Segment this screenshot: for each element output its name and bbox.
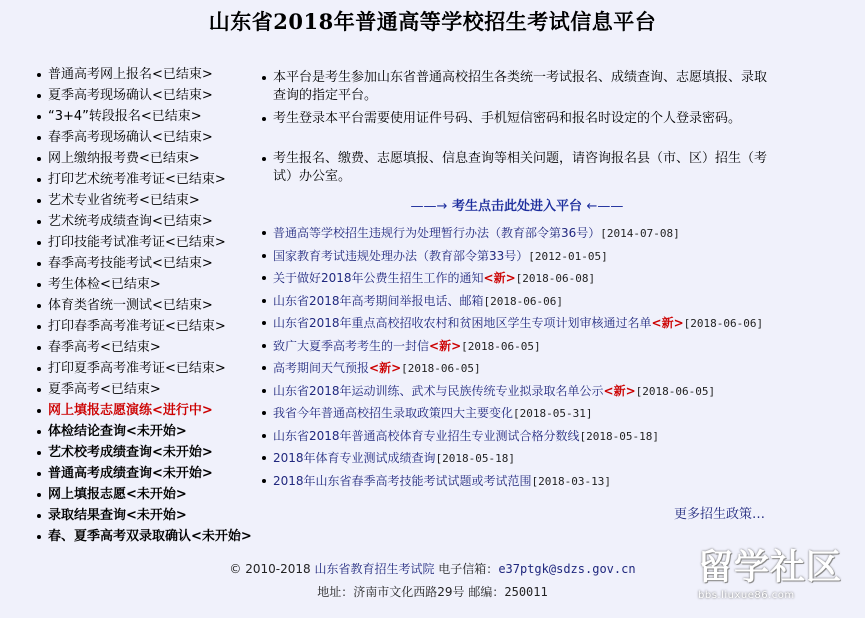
bullet-icon (37, 451, 41, 455)
more-policies-link[interactable]: 更多招生政策… (674, 507, 766, 522)
bullet-icon (262, 479, 266, 483)
news-item[interactable] (262, 291, 772, 312)
bullet-icon (37, 535, 41, 539)
news-item[interactable] (262, 426, 772, 447)
sidebar-item-label: 考生体检<已结束> (48, 277, 161, 292)
news-title: 普通高等学校招生违规行为处理暂行办法（教育部令第36号） (273, 226, 601, 240)
news-date: [2018-05-31] (513, 407, 593, 420)
news-date: [2012-01-05] (528, 249, 608, 263)
bullet-icon (37, 94, 41, 98)
sidebar-item-label: 普通高考网上报名<已结束> (48, 67, 213, 82)
bullet-icon (262, 434, 266, 438)
news-title: 高考期间天气预报 (273, 361, 370, 375)
new-badge: <新> (603, 383, 636, 398)
sidebar-item[interactable] (34, 169, 259, 190)
notice-text: 考生报名、缴费、志愿填报、信息查询等相关问题，请咨询报名县（市、区）招生（考试）办公室。 (273, 151, 768, 184)
email-link[interactable]: e37ptgk@sdzs.gov.cn (498, 562, 636, 576)
sidebar-item-label: 网上填报志愿演练<进行中> (48, 403, 213, 418)
sidebar-item-label: 打印艺术统考准考证<已结束> (48, 172, 226, 187)
enter-platform-label: 考生点击此处进入平台 (451, 199, 582, 214)
bullet-icon (262, 389, 266, 393)
news-date: [2018-05-18] (579, 429, 660, 443)
bullet-icon (262, 157, 266, 161)
sidebar-item-label: 网上缴纳报考费<已结束> (48, 151, 200, 166)
sidebar-item[interactable] (34, 337, 259, 358)
email-label: 电子信箱： (438, 562, 499, 576)
bullet-icon (37, 136, 41, 140)
news-date: [2018-06-06] (483, 294, 564, 308)
bullet-icon (37, 472, 41, 476)
news-title: 山东省2018年高考期间举报电话、邮箱 (273, 293, 484, 308)
sidebar-item-label: 艺术校考成绩查询<未开始> (48, 445, 213, 460)
notice-text: 本平台是考生参加山东省普通高校招生各类统一考试报名、成绩查询、志愿填报、录取查询的指定平台。 (273, 70, 768, 103)
bullet-icon (37, 115, 41, 119)
news-item[interactable] (262, 403, 772, 424)
bullet-icon (37, 283, 41, 287)
bullet-icon (262, 344, 266, 348)
new-badge: <新> (429, 338, 462, 353)
sidebar-item-label: 春季高考<已结束> (48, 340, 161, 355)
bullet-icon (37, 388, 41, 392)
bullet-icon (262, 276, 266, 280)
bullet-icon (37, 220, 41, 224)
postcode-value: 250011 (504, 585, 548, 599)
sidebar-item-label: 普通高考成绩查询<未开始> (48, 466, 213, 481)
bullet-icon (262, 456, 266, 460)
bullet-icon (262, 254, 266, 258)
sidebar-item[interactable] (34, 379, 259, 400)
news-title: 国家教育考试违规处理办法（教育部令第33号） (273, 248, 529, 263)
news-item[interactable] (262, 448, 772, 469)
new-badge: <新> (369, 361, 402, 375)
sidebar-item[interactable] (34, 463, 259, 484)
bullet-icon (37, 241, 41, 245)
news-item[interactable] (262, 223, 772, 244)
news-item[interactable] (262, 268, 772, 289)
news-title: 我省今年普通高校招生录取政策四大主要变化 (273, 406, 514, 420)
news-title: 致广大夏季高考考生的一封信 (273, 338, 430, 353)
bullet-icon (262, 117, 266, 121)
sidebar-item[interactable] (34, 127, 259, 148)
arrow-left-icon: ←—— (586, 199, 624, 214)
news-date: [2018-03-13] (531, 474, 612, 488)
bullet-icon (37, 430, 41, 434)
sidebar-item[interactable] (34, 295, 259, 316)
new-badge: <新> (483, 271, 516, 285)
sidebar-item-label: 春季高考现场确认<已结束> (48, 130, 213, 145)
sidebar-item[interactable] (34, 358, 259, 379)
sidebar-item-label: 艺术专业省统考<已结束> (48, 193, 200, 208)
news-date: [2018-06-08] (515, 272, 596, 285)
news-title: 2018年山东省春季高考技能考试试题或考试范围 (273, 473, 532, 488)
sidebar-item[interactable] (34, 442, 259, 463)
org-link[interactable]: 山东省教育招生考试院 (314, 562, 435, 576)
news-title: 2018年体育专业测试成绩查询 (273, 451, 436, 465)
sidebar-item-label: 打印夏季高考准考证<已结束> (48, 361, 226, 376)
sidebar-item[interactable] (34, 253, 259, 274)
sidebar-menu (34, 64, 259, 547)
bullet-icon (37, 514, 41, 518)
sidebar-item-label: 夏季高考<已结束> (48, 382, 161, 397)
bullet-icon (37, 367, 41, 371)
sidebar-item-label: “3+4”转段报名<已结束> (48, 109, 202, 124)
watermark-url: bbs.liuxue86.com (698, 590, 795, 601)
news-date: [2018-06-05] (635, 384, 716, 398)
bullet-icon (37, 199, 41, 203)
news-date: [2018-06-06] (683, 317, 764, 330)
notice-text: 考生登录本平台需要使用证件号码、手机短信密码和报名时设定的个人登录密码。 (273, 111, 742, 126)
bullet-icon (262, 231, 266, 235)
bullet-icon (262, 321, 266, 325)
bullet-icon (262, 366, 266, 370)
sidebar-item[interactable] (34, 64, 259, 85)
news-item[interactable] (262, 246, 772, 267)
bullet-icon (262, 411, 266, 415)
sidebar-item[interactable] (34, 421, 259, 442)
news-date: [2014-07-08] (600, 227, 680, 240)
sidebar-item[interactable] (34, 274, 259, 295)
sidebar-item[interactable] (34, 400, 259, 421)
news-title: 山东省2018年重点高校招收农村和贫困地区学生专项计划审核通过名单 (273, 316, 652, 330)
copyright-text: © 2010-2018 (229, 562, 311, 576)
enter-platform-link[interactable] (262, 195, 772, 214)
notice-item (262, 69, 772, 105)
bullet-icon (262, 76, 266, 80)
sidebar-item-label: 夏季高考现场确认<已结束> (48, 88, 213, 103)
sidebar-item-label: 打印技能考试准考证<已结束> (48, 235, 226, 250)
sidebar-item-label: 艺术统考成绩查询<已结束> (48, 214, 213, 229)
bullet-icon (37, 73, 41, 77)
bullet-icon (37, 304, 41, 308)
news-date: [2018-05-18] (435, 452, 516, 465)
sidebar-item[interactable] (34, 505, 259, 526)
sidebar-item[interactable] (34, 484, 259, 505)
bullet-icon (37, 409, 41, 413)
arrow-right-icon: ——→ (410, 199, 448, 214)
bullet-icon (37, 346, 41, 350)
notice-item (262, 110, 772, 128)
bullet-icon (37, 493, 41, 497)
sidebar-item-label: 体检结论查询<未开始> (48, 424, 187, 439)
watermark (698, 548, 858, 601)
sidebar-item[interactable] (34, 232, 259, 253)
sidebar-item[interactable] (34, 106, 259, 127)
news-date: [2018-06-05] (461, 339, 541, 353)
news-item[interactable] (262, 358, 772, 379)
sidebar-item[interactable] (34, 148, 259, 169)
news-title: 关于做好2018年公费生招生工作的通知 (273, 271, 484, 285)
bullet-icon (37, 325, 41, 329)
sidebar-item-label: 体育类省统一测试<已结束> (48, 298, 213, 313)
sidebar-item-label: 录取结果查询<未开始> (48, 508, 187, 523)
sidebar-item-label: 网上填报志愿<未开始> (48, 487, 187, 502)
news-list (262, 223, 772, 493)
watermark-logo: 留学社区 (698, 548, 843, 588)
sidebar-item-label: 打印春季高考准考证<已结束> (48, 319, 226, 334)
address-text: 地址：济南市文化西路29号 (317, 585, 465, 599)
sidebar-item[interactable] (34, 211, 259, 232)
page-title: 山东省2018年普通高等学校招生考试信息平台 (208, 9, 657, 34)
news-title: 山东省2018年运动训练、武术与民族传统专业拟录取名单公示 (273, 383, 604, 398)
news-item[interactable] (262, 471, 772, 492)
bullet-icon (262, 299, 266, 303)
sidebar-item-label: 春、夏季高考双录取确认<未开始> (48, 529, 252, 544)
sidebar-item[interactable] (34, 526, 259, 547)
news-date: [2018-06-05] (401, 362, 481, 375)
news-item[interactable] (262, 336, 772, 357)
sidebar-item[interactable] (34, 190, 259, 211)
news-item[interactable] (262, 313, 772, 334)
news-title: 山东省2018年普通高校体育专业招生专业测试合格分数线 (273, 428, 580, 443)
sidebar-item[interactable] (34, 85, 259, 106)
bullet-icon (37, 178, 41, 182)
news-item[interactable] (262, 381, 772, 402)
bullet-icon (37, 157, 41, 161)
postcode-label: 邮编： (468, 585, 505, 599)
bullet-icon (37, 262, 41, 266)
sidebar-item-label: 春季高考技能考试<已结束> (48, 256, 213, 271)
new-badge: <新> (651, 316, 684, 330)
sidebar-item[interactable] (34, 316, 259, 337)
notice-item (262, 150, 772, 186)
